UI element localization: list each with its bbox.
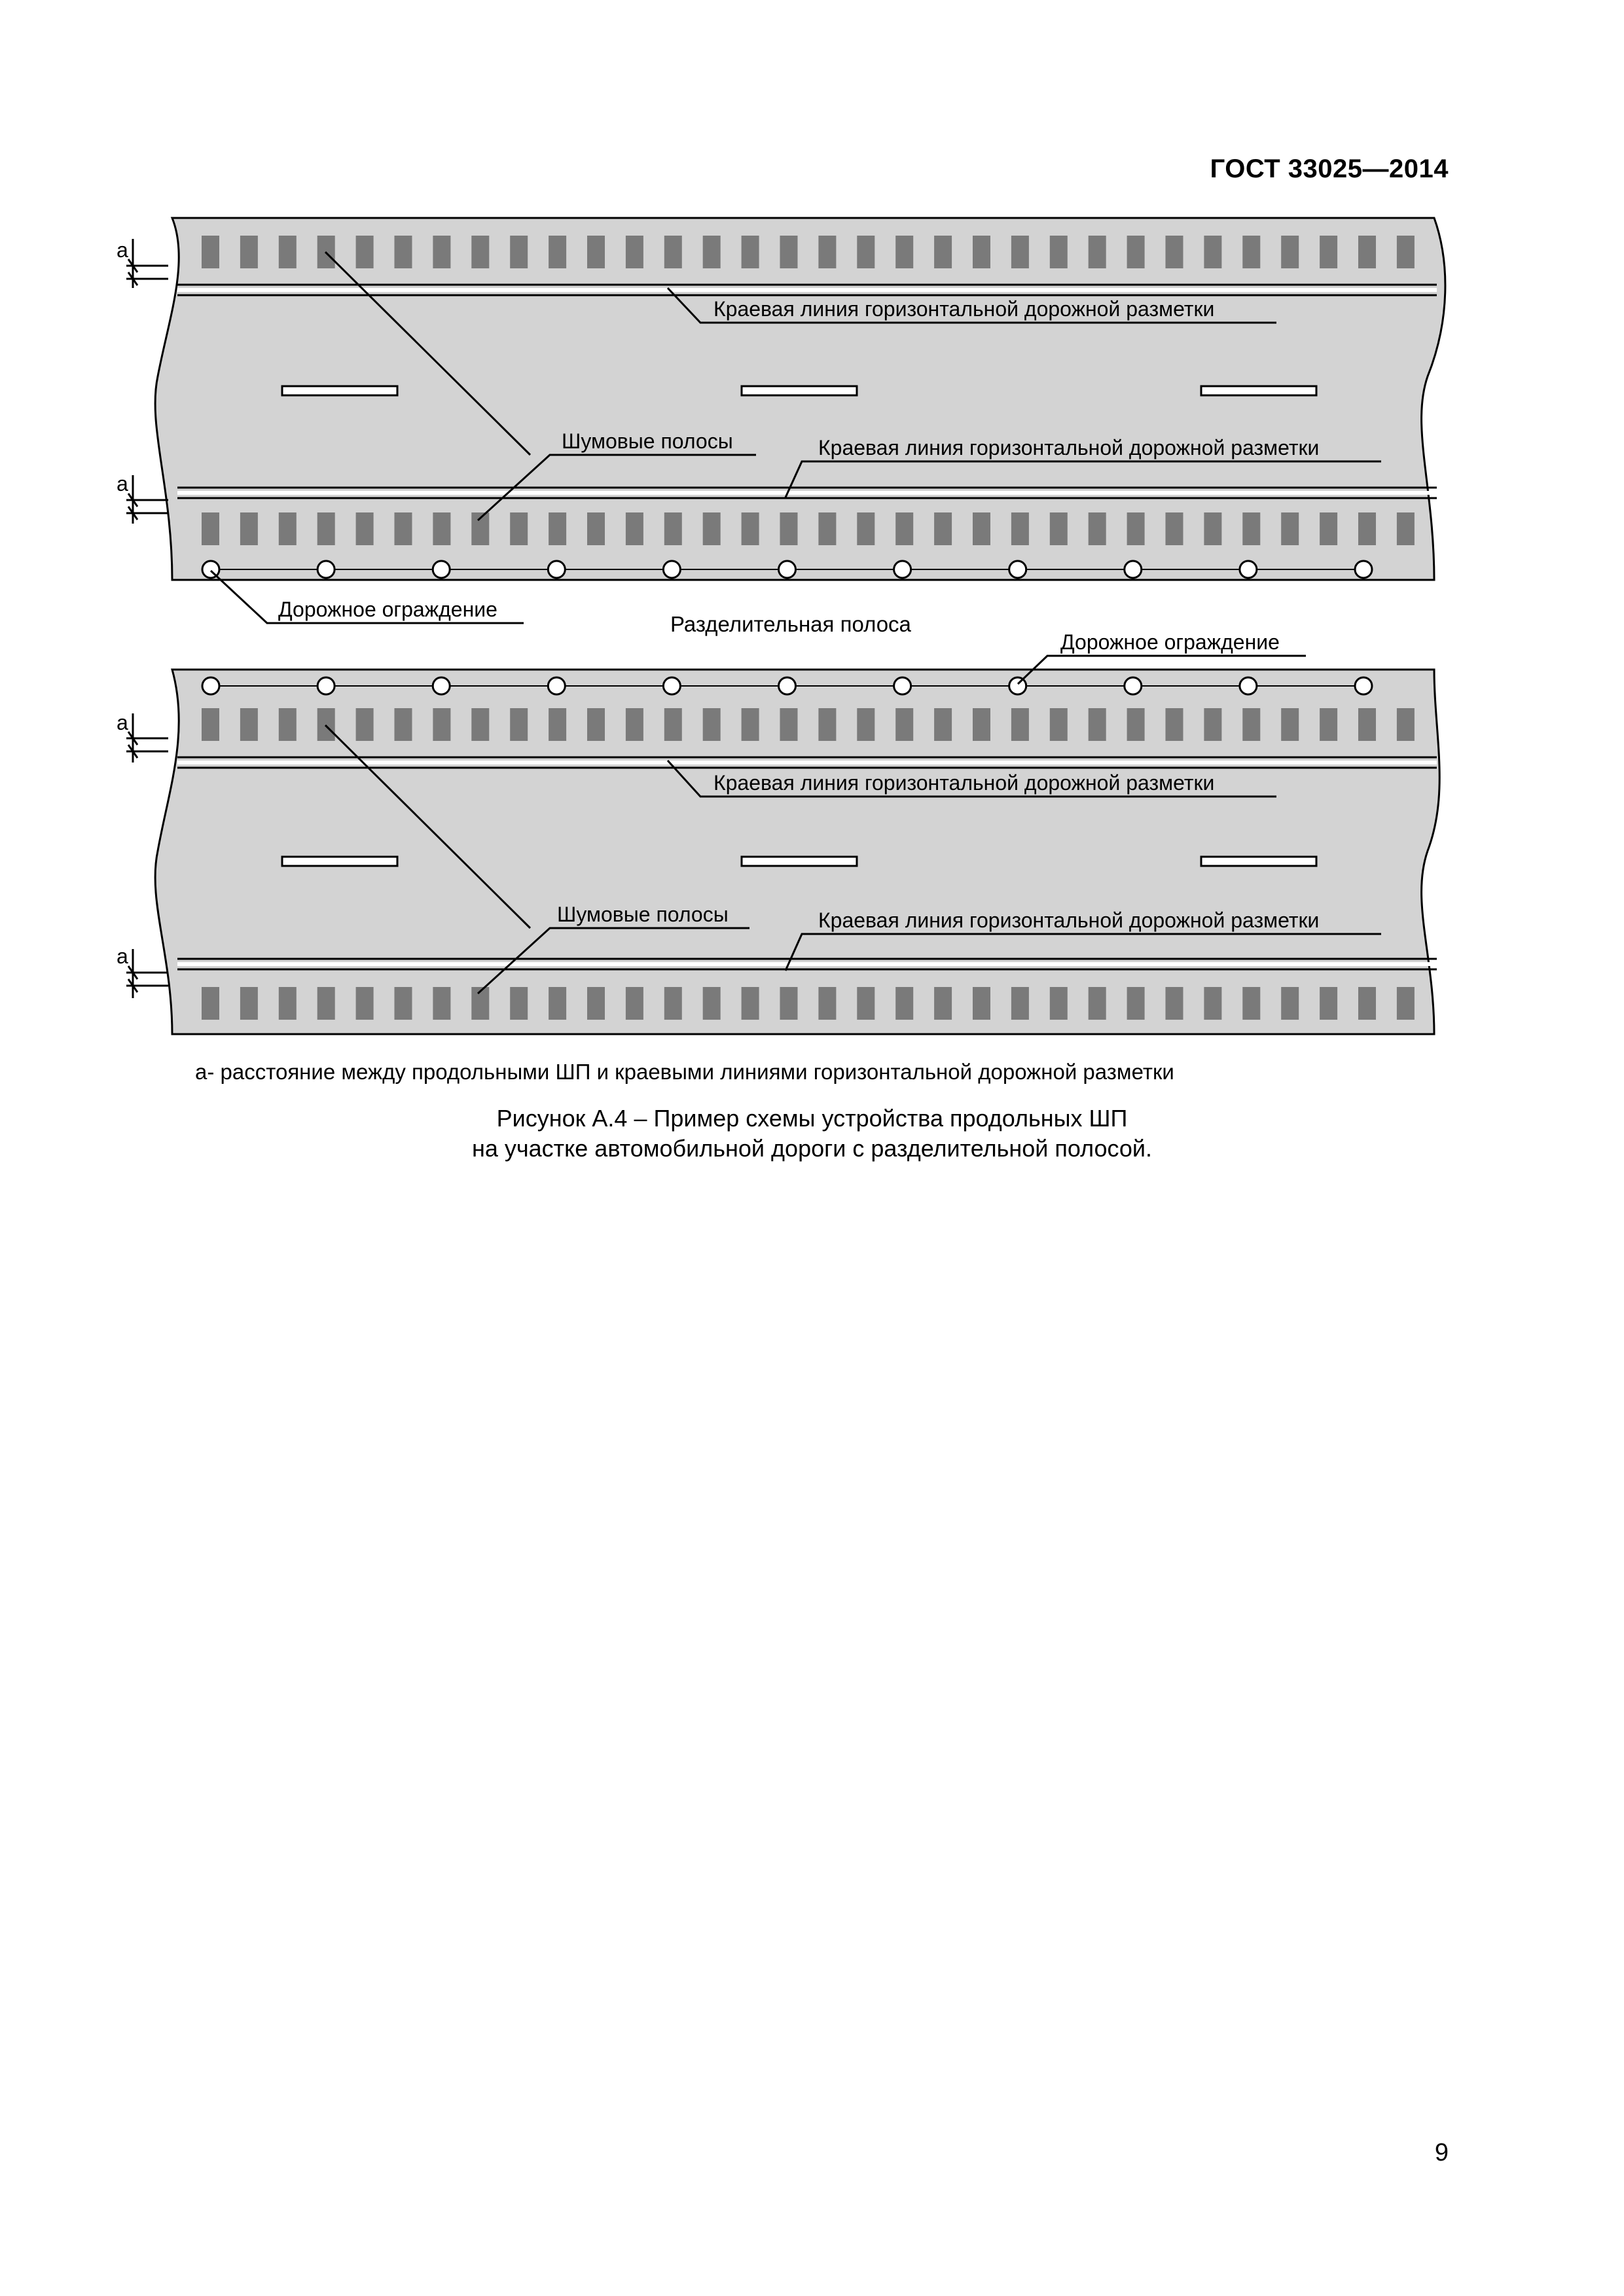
- barrier-post: [1125, 561, 1142, 578]
- rumble-strip: [356, 708, 374, 741]
- figure-legend: а- расстояние между продольными ШП и краевыми линиями горизонтальной дорожной разметки: [195, 1060, 1174, 1084]
- barrier-post: [1355, 677, 1372, 694]
- rumble-strip: [818, 512, 836, 545]
- top-dimension-upper: [126, 239, 168, 288]
- barrier-post: [433, 561, 450, 578]
- rumble-strip: [973, 987, 990, 1020]
- rumble-strip: [356, 512, 374, 545]
- rumble-strip: [1127, 708, 1145, 741]
- rumble-strip: [1320, 987, 1337, 1020]
- rumble-strip: [1358, 708, 1376, 741]
- rumble-strip: [703, 987, 721, 1020]
- lane-dash: [282, 857, 397, 866]
- rumble-strip: [1011, 987, 1029, 1020]
- rumble-strip: [973, 708, 990, 741]
- barrier-post: [1125, 677, 1142, 694]
- rumble-strip: [934, 708, 952, 741]
- rumble-strip: [202, 512, 219, 545]
- rumble-strip: [1281, 236, 1299, 268]
- rumble-strip: [1281, 987, 1299, 1020]
- rumble-strip: [1166, 708, 1183, 741]
- rumble-strip: [240, 236, 258, 268]
- rumble-strip: [818, 708, 836, 741]
- barrier-post: [1009, 677, 1026, 694]
- rumble-strip: [279, 987, 297, 1020]
- rumble-strip: [1397, 708, 1415, 741]
- rumble-strip: [1204, 512, 1221, 545]
- rumble-strip: [857, 236, 875, 268]
- rumble-strip: [510, 987, 528, 1020]
- rumble-strip: [587, 708, 605, 741]
- barrier-post: [1240, 561, 1257, 578]
- rumble-strip: [1166, 987, 1183, 1020]
- lane-dash: [1201, 857, 1316, 866]
- rumble-strip: [1089, 236, 1106, 268]
- top-road: [155, 218, 1445, 580]
- rumble-strip: [1358, 512, 1376, 545]
- bottom-dimension-upper: [126, 713, 168, 762]
- rumble-strip: [356, 236, 374, 268]
- barrier-post: [663, 561, 680, 578]
- lane-dash: [742, 386, 857, 395]
- rumble-strip: [279, 236, 297, 268]
- bottom-dimension-lower: [126, 949, 168, 998]
- rumble-strip: [1166, 236, 1183, 268]
- rumble-strip: [279, 512, 297, 545]
- rumble-strip: [895, 987, 913, 1020]
- rumble-strip: [317, 708, 335, 741]
- rumble-strip: [1050, 987, 1068, 1020]
- rumble-strip: [973, 236, 990, 268]
- rumble-strip: [1358, 236, 1376, 268]
- rumble-strip: [279, 708, 297, 741]
- lane-dash: [1201, 386, 1316, 395]
- rumble-strip: [549, 987, 566, 1020]
- rumble-strip: [433, 987, 450, 1020]
- rumble-strip: [1397, 512, 1415, 545]
- bottom-edge-label-upper: Краевая линия горизонтальной дорожной разметки: [713, 771, 1215, 795]
- rumble-strip: [1050, 236, 1068, 268]
- rumble-strip: [626, 708, 643, 741]
- rumble-strip: [626, 236, 643, 268]
- rumble-strip: [1011, 236, 1029, 268]
- rumble-strip: [202, 708, 219, 741]
- barrier-post: [317, 677, 334, 694]
- rumble-strip: [587, 236, 605, 268]
- rumble-strip: [818, 236, 836, 268]
- barrier-post: [548, 677, 565, 694]
- rumble-strip: [510, 708, 528, 741]
- rumble-strip: [1320, 708, 1337, 741]
- rumble-strip: [1204, 236, 1221, 268]
- road-scheme-figure: [0, 0, 1624, 1060]
- rumble-strip: [1281, 512, 1299, 545]
- rumble-strip: [1204, 987, 1221, 1020]
- rumble-strip: [742, 236, 759, 268]
- rumble-strip: [626, 987, 643, 1020]
- rumble-strip: [742, 708, 759, 741]
- bottom-edge-label-lower: Краевая линия горизонтальной дорожной разметки: [818, 908, 1320, 932]
- rumble-strip: [202, 236, 219, 268]
- bottom-road: [155, 670, 1439, 1034]
- rumble-strip: [780, 512, 798, 545]
- top-edge-label-upper: Краевая линия горизонтальной дорожной разметки: [713, 297, 1215, 321]
- rumble-strip: [433, 512, 450, 545]
- rumble-strip: [1127, 987, 1145, 1020]
- rumble-strip: [395, 236, 412, 268]
- rumble-strip: [395, 708, 412, 741]
- figure-caption-line2: на участке автомобильной дороги с разделительной полосой.: [471, 1135, 1153, 1162]
- rumble-strip: [742, 987, 759, 1020]
- rumble-strip: [973, 512, 990, 545]
- barrier-post: [779, 677, 796, 694]
- rumble-strip: [587, 512, 605, 545]
- rumble-strip: [1166, 512, 1183, 545]
- rumble-strip: [780, 236, 798, 268]
- page-number: 9: [1434, 2139, 1449, 2166]
- rumble-strip: [240, 708, 258, 741]
- rumble-strip: [549, 512, 566, 545]
- rumble-strip: [471, 708, 489, 741]
- rumble-strip: [857, 512, 875, 545]
- rumble-strip: [934, 512, 952, 545]
- barrier-post: [1355, 561, 1372, 578]
- barrier-post: [894, 561, 911, 578]
- rumble-strip: [934, 987, 952, 1020]
- rumble-strip: [818, 987, 836, 1020]
- rumble-strip: [1397, 987, 1415, 1020]
- rumble-strip: [549, 236, 566, 268]
- figure-caption-line1: Рисунок А.4 – Пример схемы устройства продольных ШП: [496, 1105, 1128, 1132]
- rumble-strip: [1242, 987, 1260, 1020]
- rumble-strip: [1320, 236, 1337, 268]
- rumble-strip: [703, 512, 721, 545]
- rumble-strip: [587, 987, 605, 1020]
- top-dimension-label-lower: a: [117, 472, 128, 495]
- barrier-post: [663, 677, 680, 694]
- rumble-strip: [1089, 987, 1106, 1020]
- lane-dash: [742, 857, 857, 866]
- rumble-strip: [1242, 512, 1260, 545]
- rumble-strip: [895, 512, 913, 545]
- rumble-strip: [1281, 708, 1299, 741]
- rumble-strip: [1050, 512, 1068, 545]
- rumble-strip: [356, 987, 374, 1020]
- rumble-strip: [934, 236, 952, 268]
- top-dimension-label-upper: a: [117, 238, 128, 262]
- rumble-strip: [703, 236, 721, 268]
- rumble-strip: [433, 708, 450, 741]
- rumble-strip: [664, 236, 682, 268]
- rumble-strip: [742, 512, 759, 545]
- rumble-strip: [549, 708, 566, 741]
- bottom-rumble-label: Шумовые полосы: [557, 903, 729, 926]
- rumble-strip: [1011, 708, 1029, 741]
- rumble-strip: [1204, 708, 1221, 741]
- bottom-dimension-label-upper: a: [117, 711, 128, 734]
- rumble-strip: [664, 708, 682, 741]
- rumble-strip: [1242, 236, 1260, 268]
- bottom-barrier-label: Дорожное ограждение: [1060, 630, 1280, 654]
- rumble-strip: [395, 512, 412, 545]
- rumble-strip: [1397, 236, 1415, 268]
- rumble-strip: [433, 236, 450, 268]
- lane-dash: [282, 386, 397, 395]
- top-rumble-label: Шумовые полосы: [562, 429, 733, 453]
- rumble-strip: [471, 236, 489, 268]
- barrier-post: [433, 677, 450, 694]
- rumble-strip: [317, 987, 335, 1020]
- rumble-strip: [895, 708, 913, 741]
- rumble-strip: [1050, 708, 1068, 741]
- top-dimension-lower: [126, 475, 168, 524]
- rumble-strip: [240, 987, 258, 1020]
- rumble-strip: [395, 987, 412, 1020]
- rumble-strip: [317, 512, 335, 545]
- bottom-dimension-label-lower: a: [117, 944, 128, 968]
- top-barrier-label: Дорожное ограждение: [278, 598, 497, 621]
- top-edge-label-lower: Краевая линия горизонтальной дорожной разметки: [818, 436, 1320, 459]
- barrier-post: [202, 677, 219, 694]
- rumble-strip: [780, 987, 798, 1020]
- rumble-strip: [664, 512, 682, 545]
- rumble-strip: [1089, 708, 1106, 741]
- rumble-strip: [857, 708, 875, 741]
- barrier-post: [894, 677, 911, 694]
- barrier-post: [317, 561, 334, 578]
- barrier-post: [1009, 561, 1026, 578]
- rumble-strip: [664, 987, 682, 1020]
- rumble-strip: [1011, 512, 1029, 545]
- rumble-strip: [240, 512, 258, 545]
- rumble-strip: [1358, 987, 1376, 1020]
- median-label: Разделительная полоса: [670, 612, 911, 636]
- rumble-strip: [510, 236, 528, 268]
- rumble-strip: [1320, 512, 1337, 545]
- rumble-strip: [895, 236, 913, 268]
- rumble-strip: [1089, 512, 1106, 545]
- barrier-post: [1240, 677, 1257, 694]
- standard-number: ГОСТ 33025—2014: [1210, 154, 1449, 183]
- rumble-strip: [780, 708, 798, 741]
- rumble-strip: [510, 512, 528, 545]
- rumble-strip: [626, 512, 643, 545]
- rumble-strip: [1127, 512, 1145, 545]
- rumble-strip: [703, 708, 721, 741]
- rumble-strip: [202, 987, 219, 1020]
- rumble-strip: [1127, 236, 1145, 268]
- barrier-post: [548, 561, 565, 578]
- barrier-post: [779, 561, 796, 578]
- rumble-strip: [857, 987, 875, 1020]
- rumble-strip: [1242, 708, 1260, 741]
